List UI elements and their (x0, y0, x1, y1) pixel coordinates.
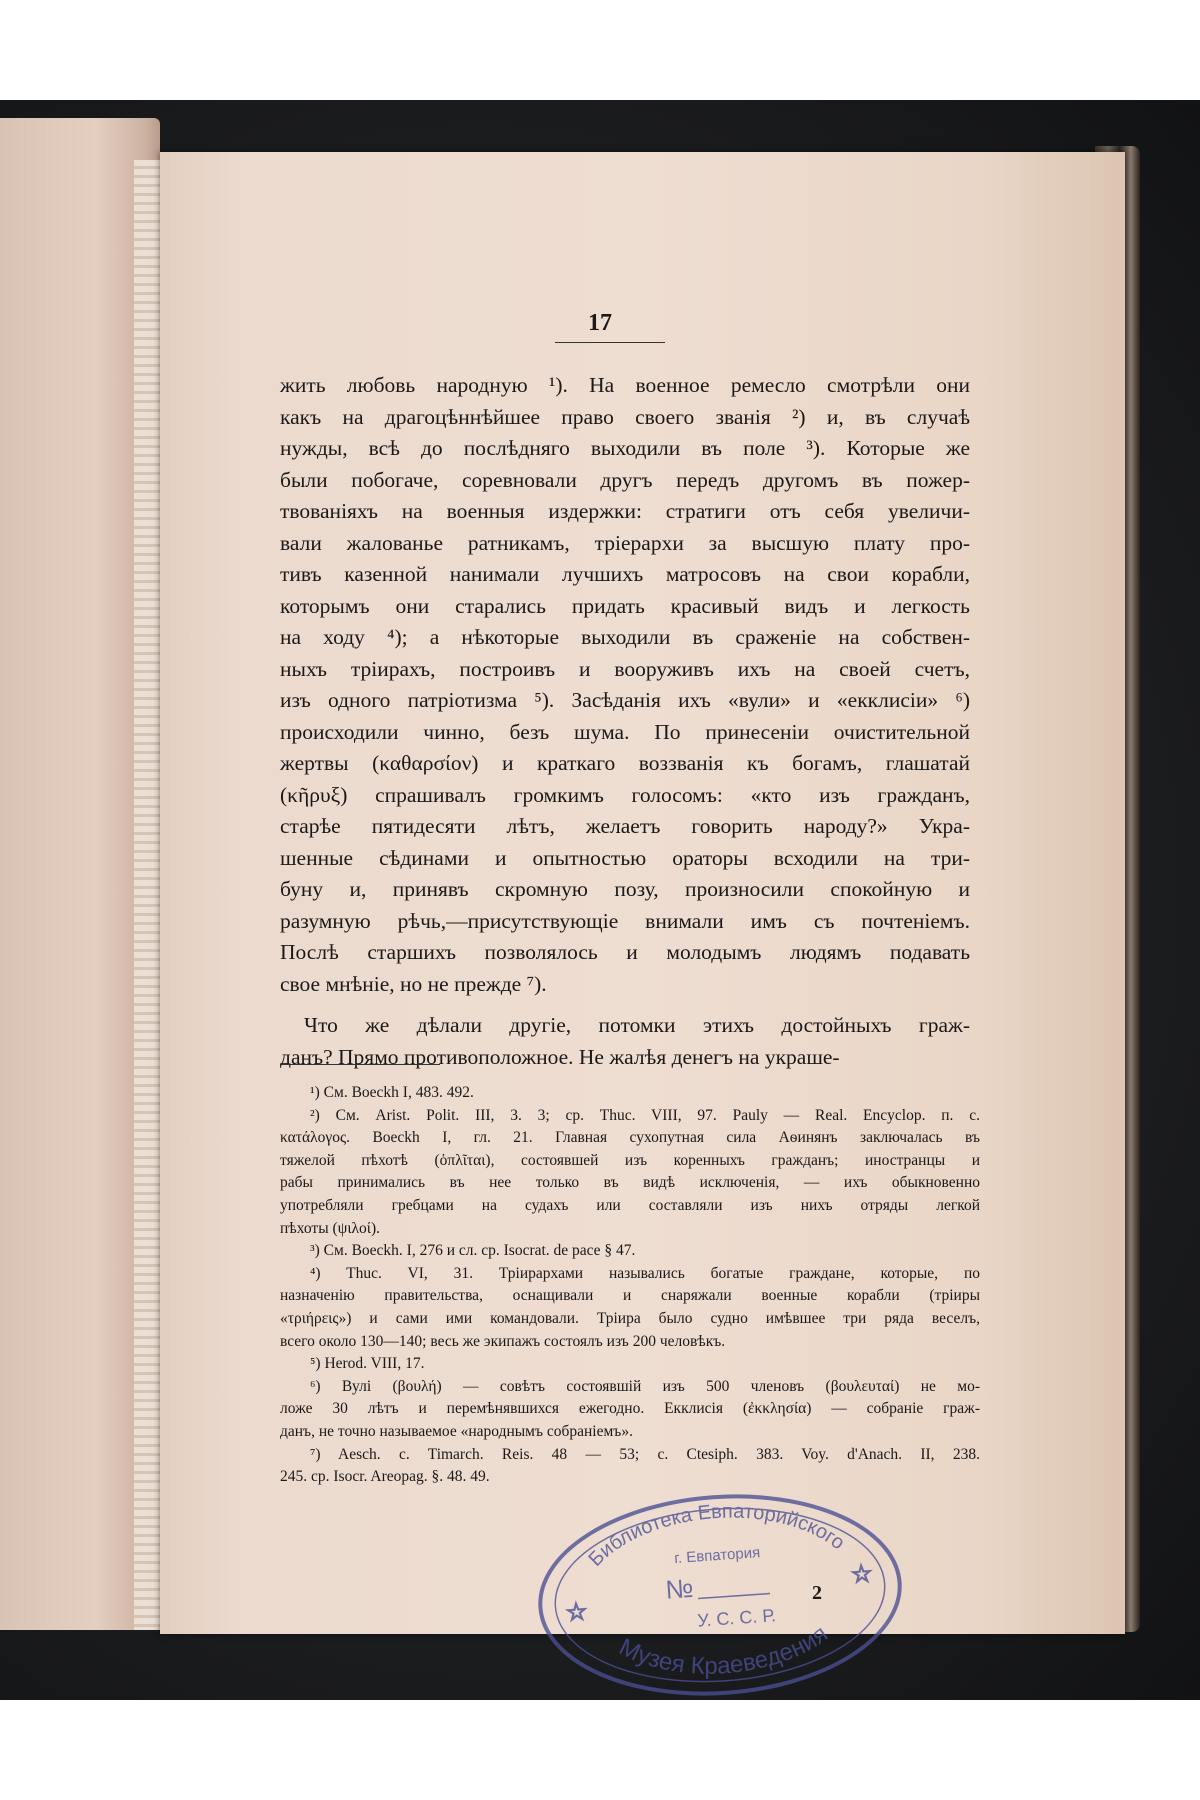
footnote-line: пѣхоты (ψιλοί). (280, 1219, 380, 1237)
text-line: свое мнѣніе, но не прежде ⁷). (280, 971, 547, 996)
stamp-top-textpath: Библиотека Евпаторийского (584, 1500, 849, 1571)
footnote-line: назначенію правительства, оснащивали и снаряжали военные корабли (тріиры (280, 1287, 980, 1305)
footnote-line: ⁷) Aesch. c. Timarch. Reis. 48 — 53; c. Ctesiph. 383. Voy. d'Anach. II, 238. (310, 1445, 980, 1463)
header-rule (555, 342, 665, 343)
book-photo (0, 100, 1200, 1700)
footnote-line: данъ, не точно называемое «народнымъ собраніемъ». (280, 1422, 633, 1440)
text-line: были побогаче, соревновали другъ передъ другомъ въ пожер- (280, 467, 970, 492)
footnote-line: ⁵) Herod. VIII, 17. (310, 1355, 425, 1373)
footnote-line: ⁶) Вулі (βουλή) — совѣтъ состоявшій изъ 500 членовъ (βουλευταί) не мо- (310, 1377, 980, 1395)
text-line: жертвы (καθαρσίον) и краткаго воззванія къ богамъ, глашатай (280, 751, 970, 775)
footnote (280, 1376, 980, 1444)
footnote-line: ложе 30 лѣтъ и перемѣнявшихся ежегодно. Екклисія (ἐκκλησία) — собраніе граж- (280, 1400, 980, 1418)
book-page (160, 152, 1125, 1680)
footnote-line: всего около 130—140; весь же экипажъ состоялъ изъ 200 человѣкъ. (280, 1332, 726, 1350)
page-number: 17 (588, 310, 612, 336)
footnote (280, 1105, 980, 1241)
text-line: изъ одного патріотизма ⁵). Засѣданія ихъ «вули» и «екклисіи» ⁶) (280, 688, 970, 712)
footnote-line: употребляли гребцами на судахъ или составляли изъ нихъ отряды легкой (280, 1196, 980, 1214)
footnote (280, 1263, 980, 1353)
footnote-line: ⁴) Thuc. VI, 31. Тріирархами назывались богатые граждане, которые, по (310, 1264, 980, 1282)
text-line: происходили чинно, безъ шума. По принесеніи очистительной (280, 719, 970, 744)
footnote (280, 1240, 980, 1263)
text-line: Послѣ старшихъ позволялось и молодымъ людямъ подавать (280, 940, 970, 964)
footnote-line: тяжелой пѣхотѣ (ὁπλῖται), состоявшей изъ коренныхъ гражданъ; иностранцы и (280, 1151, 980, 1169)
footnote-line: ²) См. Arist. Polit. III, 3. 3; ср. Thuc. VIII, 97. Pauly — Real. Encyclop. п. с. (310, 1106, 980, 1124)
page-edges (134, 160, 160, 1630)
text-line: разумную рѣчь,—присутствующіе внимали имъ съ почтеніемъ. (280, 908, 970, 933)
text-line: какъ на драгоцѣннѣйшее право своего званія ²) и, въ случаѣ (280, 404, 970, 429)
text-line: шенные сѣдинами и опытностью ораторы всходили на три- (280, 845, 970, 870)
text-line: Что же дѣлали другіе, потомки этихъ достойныхъ граж- (304, 1013, 970, 1037)
signature-mark: 2 (812, 1582, 822, 1604)
stamp-star-right-icon: ☆ (850, 1561, 874, 1589)
footnote-line: ¹) См. Boeckh I, 483. 492. (310, 1084, 474, 1101)
text-line: тивъ казенной нанимали лучшихъ матросовъ на свои корабли, (280, 562, 970, 586)
stamp-number-label: № (664, 1572, 695, 1605)
text-line: буну и, принявъ скромную позу, произносили спокойную и (280, 877, 970, 901)
text-line: ныхъ тріирахъ, построивъ и вооруживъ ихъ на своей счетъ, (280, 656, 970, 681)
footnote-line: ³) См. Boeckh. I, 276 и сл. ср. Isocrat. de pace § 47. (310, 1242, 636, 1260)
library-stamp (523, 1477, 917, 1700)
stamp-star-left-icon: ☆ (565, 1599, 589, 1627)
footnote-line: κατάλογος. Boeckh I, гл. 21. Главная сухопутная сила Аѳинянъ заключалась въ (280, 1129, 980, 1147)
footnote (280, 1353, 980, 1376)
text-line: (κῆρυξ) спрашивалъ громкимъ голосомъ: «кто изъ гражданъ, (280, 782, 970, 807)
footnote (280, 1082, 980, 1105)
footnotes (280, 1082, 980, 1489)
text-line: старѣе пятидесяти лѣтъ, желаетъ говорить народу?» Укра- (280, 814, 970, 838)
stamp-bottom-textpath: Музея Краеведения (614, 1620, 833, 1680)
text-line: данъ? Прямо противоположное. Не жалѣя денегъ на украше- (280, 1044, 840, 1069)
footnote-line: «τριήρεις») и сами ими командовали. Тріира было судно имѣвшее три ряда веселъ, (280, 1309, 980, 1327)
text-line: на ходу ⁴); а нѣкоторые выходили въ сраженіе на собствен- (280, 625, 970, 649)
stamp-number-line (698, 1594, 770, 1599)
paragraph-break (280, 1000, 970, 1010)
paragraph-1 (280, 370, 970, 1000)
footnote-rule (280, 1064, 440, 1065)
footnote-line: 245. ср. Isocr. Areopag. §. 48. 49. (280, 1468, 490, 1486)
text-line: твованіяхъ на военныя издержки: стратиги отъ себя увеличи- (280, 499, 970, 523)
text-line: которымъ они старались придать красивый видъ и легкость (280, 593, 970, 618)
text-line: жить любовь народную ¹). На военное ремесло смотрѣли они (280, 373, 970, 397)
stamp-city: г. Евпатория (673, 1544, 761, 1568)
text-line: вали жалованье ратникамъ, тріерархи за высшую плату про- (280, 530, 970, 555)
text-line: нужды, всѣ до послѣдняго выходили въ поле ³). Которые же (280, 436, 970, 460)
footnote-line: рабы принимались въ нее только въ видѣ исключенія, — ихъ обыкновенно (280, 1174, 980, 1192)
stamp-ussr: У. С. С. Р. (696, 1605, 777, 1631)
body-text (280, 370, 970, 1073)
